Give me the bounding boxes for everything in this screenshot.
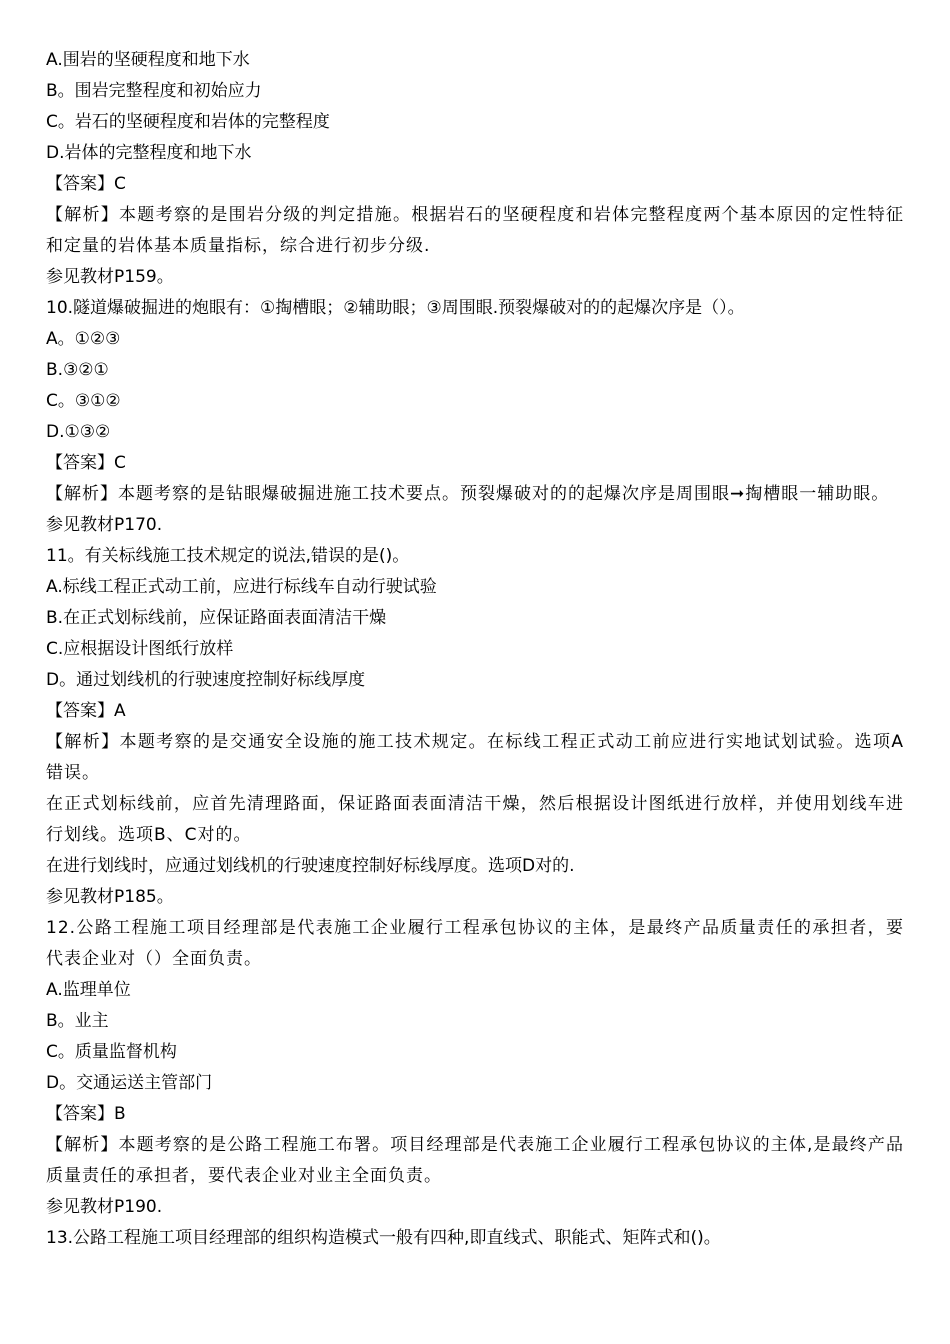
q11-option-d: D。通过划线机的行驶速度控制好标线厚度 — [46, 670, 366, 690]
q11-analysis-2: 在正式划标线前，应首先清理路面，保证路面表面清洁干燥，然后根据设计图纸进行放样，并使用划线车进行划线。选项B、C对的。 — [46, 794, 904, 845]
q11-reference: 参见教材P185。 — [46, 887, 174, 907]
q12-question: 12.公路工程施工项目经理部是代表施工企业履行工程承包协议的主体，是最终产品质量责任的承担者，要代表企业对（）全面负责。 — [46, 918, 904, 969]
q12-reference: 参见教材P190. — [46, 1197, 163, 1217]
q10-option-b: B.③②① — [46, 360, 109, 380]
q11-analysis-3: 在进行划线时，应通过划线机的行驶速度控制好标线厚度。选项D对的. — [46, 856, 575, 876]
q11-option-c: C.应根据设计图纸行放样 — [46, 639, 234, 659]
q12-answer: 【答案】B — [46, 1104, 126, 1124]
q9-option-c: C。岩石的坚硬程度和岩体的完整程度 — [46, 112, 330, 132]
q12-option-a: A.监理单位 — [46, 980, 131, 1000]
q12-option-d: D。交通运送主管部门 — [46, 1073, 213, 1093]
q10-question: 10.隧道爆破掘进的炮眼有：①掏槽眼；②辅助眼；③周围眼.预裂爆破对的的起爆次序是（）。 — [46, 298, 745, 318]
q9-option-d: D.岩体的完整程度和地下水 — [46, 143, 252, 163]
q9-option-a: A.围岩的坚硬程度和地下水 — [46, 50, 250, 70]
q11-option-a: A.标线工程正式动工前，应进行标线车自动行驶试验 — [46, 577, 437, 597]
q9-reference: 参见教材P159。 — [46, 267, 174, 287]
q11-answer: 【答案】A — [46, 701, 126, 721]
q9-analysis: 【解析】本题考察的是围岩分级的判定措施。根据岩石的坚硬程度和岩体完整程度两个基本原因的定性特征和定量的岩体基本质量指标，综合进行初步分级. — [46, 205, 904, 256]
q10-option-d: D.①③② — [46, 422, 111, 442]
q10-option-a: A。①②③ — [46, 329, 121, 349]
q10-analysis: 【解析】本题考察的是钻眼爆破掘进施工技术要点。预裂爆破对的的起爆次序是周围眼➞掏槽眼一辅助眼。 — [46, 484, 890, 504]
q9-option-b: B。围岩完整程度和初始应力 — [46, 81, 262, 101]
q9-answer: 【答案】C — [46, 174, 126, 194]
q11-analysis-1: 【解析】本题考察的是交通安全设施的施工技术规定。在标线工程正式动工前应进行实地试划试验。选项A错误。 — [46, 732, 904, 783]
q12-option-c: C。质量监督机构 — [46, 1042, 177, 1062]
q12-analysis: 【解析】本题考察的是公路工程施工布署。项目经理部是代表施工企业履行工程承包协议的主体,是最终产品质量责任的承担者，要代表企业对业主全面负责。 — [46, 1135, 904, 1186]
q12-option-b: B。业主 — [46, 1011, 109, 1031]
q11-question: 11。有关标线施工技术规定的说法,错误的是()。 — [46, 546, 410, 566]
q10-reference: 参见教材P170. — [46, 515, 163, 535]
q11-option-b: B.在正式划标线前，应保证路面表面清洁干燥 — [46, 608, 387, 628]
q13-question: 13.公路工程施工项目经理部的组织构造模式一般有四种,即直线式、职能式、矩阵式和()。 — [46, 1228, 721, 1248]
q10-answer: 【答案】C — [46, 453, 126, 473]
q10-option-c: C。③①② — [46, 391, 121, 411]
